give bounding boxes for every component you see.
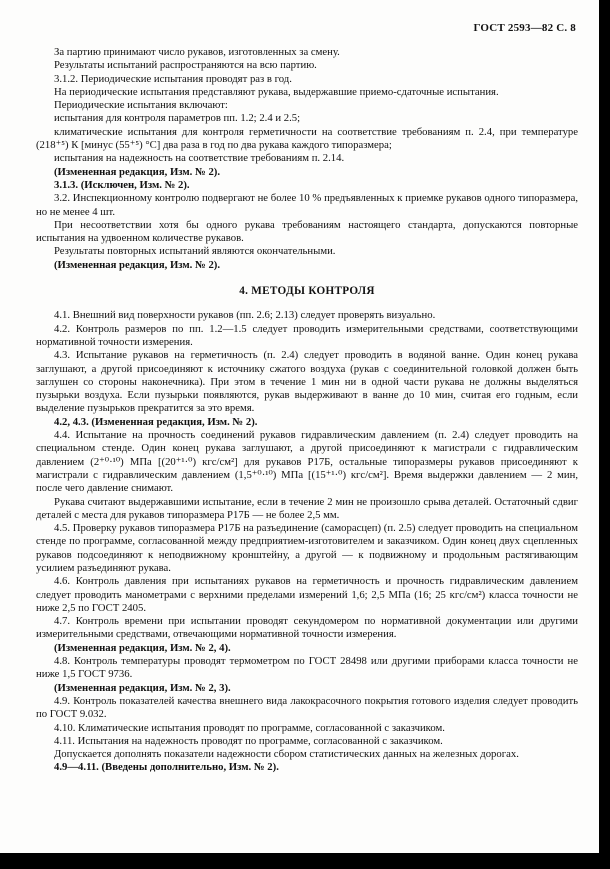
paragraph: Результаты повторных испытаний являются окончательными. [54, 245, 336, 258]
paragraph: Допускается дополнять показатели надежности сбором статистических данных на железных дорогах. [54, 748, 519, 761]
paragraph: испытания для контроля параметров пп. 1.2; 2.4 и 2.5; [54, 112, 301, 125]
document-reference: ГОСТ 2593—82 С. 8 [473, 22, 576, 34]
paragraph: климатические испытания для контроля герметичности на соответствие требованиям п. 2.4, при температуре (218⁺⁵) К [минус (55⁺⁵) °С] два раза в год по два рукава каждого типоразмера; [36, 125, 578, 152]
paragraph: 4.8. Контроль температуры проводят термометром по ГОСТ 28498 или другими приборами класса точности не ниже 1,5 ГОСТ 9736. [36, 655, 578, 681]
paragraph: 4.1. Внешний вид поверхности рукавов (пп. 2.6; 2.13) следует проверять визуально. [54, 309, 436, 322]
scan-edge-right [599, 0, 610, 869]
paragraph: 4.2. Контроль размеров по пп. 1.2—1.5 следует проводить измерительными средствами, соответствующими нормативной точности измерения. [36, 322, 578, 348]
paragraph: За партию принимают число рукавов, изготовленных за смену. [54, 46, 340, 58]
page-header [36, 22, 576, 34]
paragraph: (Измененная редакция, Изм. № 2, 4). [54, 641, 231, 654]
paragraph: Периодические испытания включают: [54, 99, 228, 112]
paragraph: (Измененная редакция, Изм. № 2). [54, 165, 221, 178]
paragraph: 4.4. Испытание на прочность соединений рукавов гидравлическим давлением (п. 2.4) следует проводить на специальном стенде. Один конец рукава заглушают, а другой присоединяют к магистрали с гидравлическим давлением (2⁺⁰·¹⁰) МПа [(20⁺¹·⁰) кгс/см²] для рукавов Р17Б, остальные типоразмеры рукавов присоединяют к магистрали с гидравлическим давлением (1,5⁺⁰·¹⁰) МПа [(15⁺¹·⁰) кгс/см²]. Время выдержки давлением — 2 мин, после чего давление снимают. [36, 429, 578, 495]
paragraph: 3.2. Инспекционному контролю подвергают не более 10 % предъявленных к приемке рукавов одного типоразмера, но не менее 4 шт. [36, 192, 578, 218]
paragraph: 4.5. Проверку рукавов типоразмера Р17Б на разъединение (саморасцеп) (п. 2.5) следует проводить на специальном стенде по программе, согласованной между предприятием-изготовителем и заказчиком. Один конец двух сцепленных рукавов подсоединяют к неподвижному кронштейну, а другой — к подвижному и продольным растягивающим усилием разъединяют рукава. [36, 522, 578, 574]
paragraph: испытания на надежность на соответствие требованиям п. 2.14. [54, 152, 345, 165]
paragraph: 4.9. Контроль показателей качества внешнего вида лакокрасочного покрытия готового изделия следует проводить по ГОСТ 9.032. [36, 694, 578, 721]
scan-edge-bottom [0, 853, 610, 869]
paragraph: 4.9—4.11. (Введены дополнительно, Изм. № 2). [54, 761, 279, 774]
paragraph: 4.3. Испытание рукавов на герметичность (п. 2.4) следует проводить в водяной ванне. Один конец рукава заглушают, а другой присоединяют к источнику сжатого воздуха (рукав с соединительной головкой должен быть заглушен со стороны наконечника). При этом в течение 1 мин ни в одной части рукава не должны выделяться пузырьки воздуха. Если пузырьки появляются, рукав выдерживают в ванне до 10 мин, считая его годным, если выделение пузырьков прекратится за это время. [36, 349, 578, 415]
paragraph: 3.1.2. Периодические испытания проводят раз в год. [54, 72, 292, 85]
paragraph: 4.6. Контроль давления при испытаниях рукавов на герметичность и прочность гидравлическим давлением следует проводить манометрами с верхними пределами измерений 1,6; 2,5 МПа (16; 25 кгс/см²) класса точности не ниже 2,5 по ГОСТ 2405. [36, 575, 578, 614]
paragraph: 4.11. Испытания на надежность проводят по программе, согласованной с заказчиком. [54, 734, 443, 747]
paragraph: 4.2, 4.3. (Измененная редакция, Изм. № 2). [54, 415, 258, 428]
paragraph: Результаты испытаний распространяются на всю партию. [54, 59, 317, 72]
paragraph: При несоответствии хотя бы одного рукава требованиям настоящего стандарта, допускаются повторные испытания на удвоенном количестве рукавов. [36, 218, 578, 245]
paragraph: (Измененная редакция, Изм. № 2). [54, 258, 221, 271]
paragraph: 4.10. Климатические испытания проводят по программе, согласованной с заказчиком. [54, 721, 445, 734]
paragraph: (Измененная редакция, Изм. № 2, 3). [54, 681, 231, 694]
paragraph: Рукава считают выдержавшими испытание, если в течение 2 мин не произошло срыва деталей. Остаточный сдвиг деталей с места для рукавов типоразмера Р17Б — не более 2,5 мм. [36, 495, 578, 521]
paragraph: На периодические испытания представляют рукава, выдержавшие приемо-сдаточные испытания. [54, 85, 499, 98]
section-heading: 4. МЕТОДЫ КОНТРОЛЯ [239, 285, 375, 298]
paragraph: 4.7. Контроль времени при испытании проводят секундомером по нормативной документации или другими измерительными средствами, отвечающими нормативной точности измерения. [36, 615, 578, 641]
document-body [36, 46, 578, 775]
paragraph: 3.1.3. (Исключен, Изм. № 2). [54, 178, 190, 191]
